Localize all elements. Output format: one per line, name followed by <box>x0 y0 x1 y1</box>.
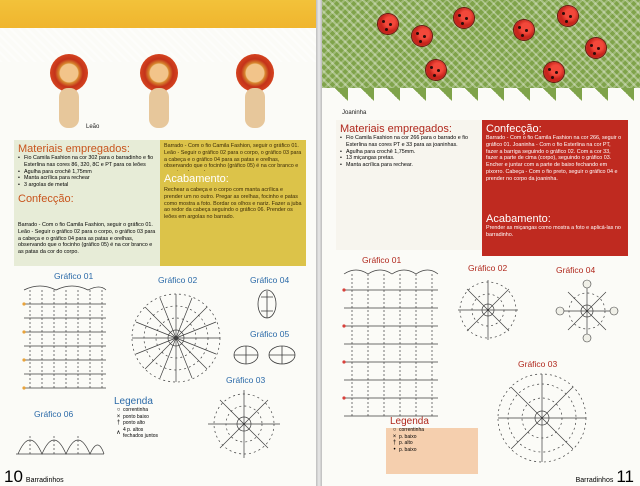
legend-item <box>114 407 194 414</box>
legend-symbol: † <box>116 420 121 427</box>
ladybug-ornament <box>426 60 446 80</box>
left-page <box>0 0 316 486</box>
photo-caption: Joaninha <box>342 110 367 116</box>
legend-symbol: ○ <box>116 407 121 413</box>
materials-box <box>336 120 482 250</box>
section-name: Barradinhos <box>575 477 614 484</box>
legend-symbol: ∧ <box>116 430 121 437</box>
legend-symbol: × <box>392 433 397 440</box>
chart-04-diagram <box>554 278 620 344</box>
legend-label: 4 p. altos fechados juntos <box>123 426 159 440</box>
legend-symbol: † <box>392 440 397 447</box>
acabamento-heading: Acabamento: <box>486 213 551 225</box>
legend <box>386 416 478 474</box>
lion-ornament <box>236 54 274 128</box>
legend-title: Legenda <box>390 416 429 427</box>
confeccao-text-wrap <box>14 222 160 266</box>
chart-03-diagram <box>492 370 592 466</box>
materials-item: • Agulha para crochê 1,75mm. <box>340 149 478 156</box>
materials-item: • Agulha para crochê 1,75mm <box>18 169 156 176</box>
legend-item <box>114 427 194 440</box>
chart-title: Gráfico 01 <box>54 271 94 281</box>
chart-title: Gráfico 06 <box>34 409 74 419</box>
legend-label: correntinha <box>123 407 149 413</box>
chart-02-diagram <box>454 276 522 344</box>
confeccao-text: Barrado - Com o fio Camila Fashion, seguir o gráfico 01. Leão - Seguir o gráfico 02 para o corpo, o gráfico 03 para a cabeça e o gráfico 04 para as patas e orelhas, observando que o focinho (gráfico 05) é na cor branco e as patas da cor do corpo. <box>18 222 156 256</box>
page-number: 11 <box>616 467 634 486</box>
legend-symbol: ○ <box>392 427 397 433</box>
chart-title: Gráfico 04 <box>250 275 290 285</box>
section-name: Barradinhos <box>25 477 64 484</box>
chart-01-diagram <box>20 284 108 404</box>
ladybug-ornament <box>544 62 564 82</box>
materials-item: • Manta acrílica para rechear. <box>340 162 478 169</box>
acabamento-box <box>160 140 306 266</box>
chart-03-diagram <box>200 386 288 462</box>
chart-title: Gráfico 02 <box>468 263 508 273</box>
materials-item: • Fio Camila Fashion na cor 266 para o barrado e fio Esterlina nas cores PT e 33 para as joaninhas. <box>340 135 478 149</box>
lion-ornament <box>140 54 178 128</box>
page-footer <box>573 464 634 486</box>
ladybug-ornament <box>514 20 534 40</box>
legend-label: p. baixo <box>399 433 417 440</box>
chart-title: Gráfico 01 <box>362 255 402 265</box>
legend-item <box>114 414 194 421</box>
legend-item <box>390 440 474 447</box>
ladybug-ornament <box>558 6 578 26</box>
right-page <box>322 0 640 486</box>
green-lace-points <box>322 88 640 102</box>
confeccao-continued: Barrado - Com o fio Camila Fashion, seguir o gráfico 01. Leão - Seguir o gráfico 02 para o corpo, o gráfico 03 para a cabeça e o gráfico 04 para as patas e orelhas, observando que o focinho (gráfico 05) é na cor branco e <box>164 143 302 170</box>
page-number: 10 <box>4 467 23 486</box>
materials-item: • 13 miçangas pretas. <box>340 155 478 162</box>
legend-label: p. alto <box>399 440 413 447</box>
ladybug-ornament <box>378 14 398 34</box>
confeccao-heading: Confecção: <box>18 192 74 205</box>
ladybug-ornament <box>586 38 606 58</box>
legend-title: Legenda <box>114 396 153 407</box>
materials-item: • Fio Camila Fashion na cor 302 para o barradinho e fio Esterlina nas cores 86, 320, 8C e PT para os leões <box>18 155 156 169</box>
materials-item: • 3 argolas de metal <box>18 182 156 189</box>
chart-title: Gráfico 03 <box>226 375 266 385</box>
chart-06-diagram <box>14 422 106 458</box>
acabamento-heading: Acabamento: <box>164 173 229 185</box>
legend-item <box>114 420 194 427</box>
ladybug-ornament <box>412 26 432 46</box>
legend <box>114 396 194 440</box>
chart-title: Gráfico 04 <box>556 265 596 275</box>
legend-item <box>390 434 474 441</box>
legend-label: p. baixo <box>399 446 417 453</box>
legend-item <box>390 447 474 454</box>
materials-heading: Materiais empregados: <box>18 143 130 155</box>
legend-symbol: × <box>116 413 121 420</box>
page-footer <box>4 464 67 486</box>
confeccao-box <box>482 120 628 256</box>
photo-caption: Leão <box>86 124 100 130</box>
chart-04-diagram <box>256 288 278 322</box>
chart-title: Gráfico 03 <box>518 359 558 369</box>
acabamento-text: Rechear a cabeça e o corpo com manta acrílica e prender um no outro. Pregar as orelhas, focinho e patas como mostra a foto. Bordar os olhos e nariz. Fazer a juba ao redor da cabeça seguindo o gráfico 06. Prender os leões em argolas no barrado. <box>164 187 302 221</box>
legend-label: correntinha <box>399 427 425 433</box>
ladybug-ornament <box>454 8 474 28</box>
legend-label: ponto alto <box>123 420 145 427</box>
acabamento-text: Prender as miçangas como mostra a foto e aplicá-las no barradinho. <box>486 225 621 238</box>
confeccao-text: Barrado - Com o fio Camila Fashion na cor 266, seguir o gráfico 01. Joaninha - Com o fio Esterlina na cor PT, fazer a barriga seguindo o gráfico 02. Com a cor 33, fazer a parte de cima (corpo), seguindo o gráfico 03. Encher e juntar com a parte de baixo fechando em pixorro. Cabeça - Com o fio preto, seguir o gráfico 04 e prender no corpo da joaninha. <box>486 135 622 182</box>
materials-item: • Manta acrílica para rechear <box>18 175 156 182</box>
chart-01-diagram <box>340 268 440 426</box>
legend-label: ponto baixo <box>123 413 149 420</box>
chart-title: Gráfico 05 <box>250 329 290 339</box>
lion-ornament <box>50 54 88 128</box>
confeccao-heading: Confecção: <box>486 123 542 135</box>
chart-02-diagram <box>124 286 228 390</box>
chart-05-diagram <box>232 342 298 368</box>
legend-symbol: • <box>393 446 396 453</box>
materials-heading: Materiais empregados: <box>340 123 452 135</box>
legend-item <box>390 427 474 434</box>
chart-title: Gráfico 02 <box>158 275 198 285</box>
